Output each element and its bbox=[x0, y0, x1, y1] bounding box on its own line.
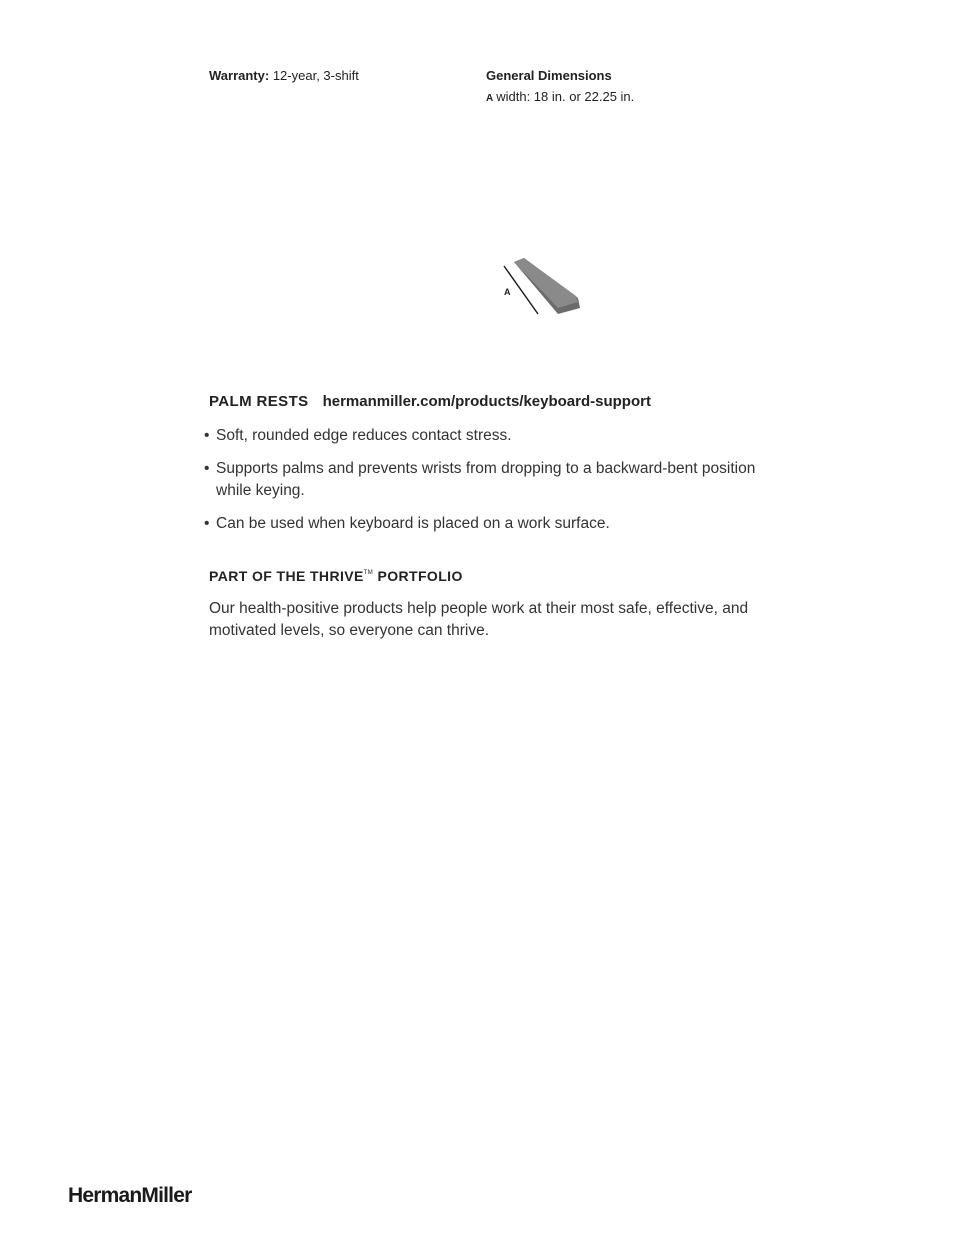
bullet-glyph: • bbox=[204, 515, 210, 532]
dimension-key: A bbox=[486, 93, 494, 104]
bullet-glyph: • bbox=[204, 427, 210, 444]
list-item bbox=[204, 513, 784, 535]
warranty-value: 12-year, 3-shift bbox=[272, 68, 359, 83]
thrive-title-start: PART OF THE THRIVE bbox=[209, 568, 364, 584]
thrive-title-end: PORTFOLIO bbox=[373, 568, 463, 584]
palm-rests-title: PALM RESTS bbox=[209, 393, 309, 410]
palm-rest-top-shape bbox=[514, 258, 578, 308]
feature-text: Supports palms and prevents wrists from dropping to a backward-bent position while keying. bbox=[216, 460, 756, 499]
warranty-label: Warranty: bbox=[209, 68, 270, 83]
palm-rest-drawing bbox=[496, 252, 592, 320]
palm-rests-header bbox=[209, 393, 651, 410]
dimensions-width bbox=[486, 89, 634, 104]
thrive-header bbox=[209, 568, 463, 584]
feature-text: Soft, rounded edge reduces contact stress. bbox=[216, 427, 512, 444]
dimensions-title: General Dimensions bbox=[486, 68, 612, 83]
dimension-line-label: A bbox=[504, 287, 511, 297]
thrive-description: Our health-positive products help people work at their most safe, effective, and motivated levels, so everyone can thrive. bbox=[209, 600, 749, 639]
trademark-mark: TM bbox=[363, 570, 374, 576]
list-item bbox=[204, 425, 784, 447]
dimension-value: width: 18 in. or 22.25 in. bbox=[496, 89, 635, 104]
list-item bbox=[204, 458, 784, 502]
herman-miller-logo: HermanMiller bbox=[68, 1184, 192, 1207]
product-link[interactable]: hermanmiller.com/products/keyboard-support bbox=[322, 393, 651, 410]
feature-list bbox=[204, 425, 784, 546]
feature-text: Can be used when keyboard is placed on a work surface. bbox=[216, 515, 610, 532]
bullet-glyph: • bbox=[204, 460, 210, 477]
warranty-info bbox=[209, 68, 359, 83]
